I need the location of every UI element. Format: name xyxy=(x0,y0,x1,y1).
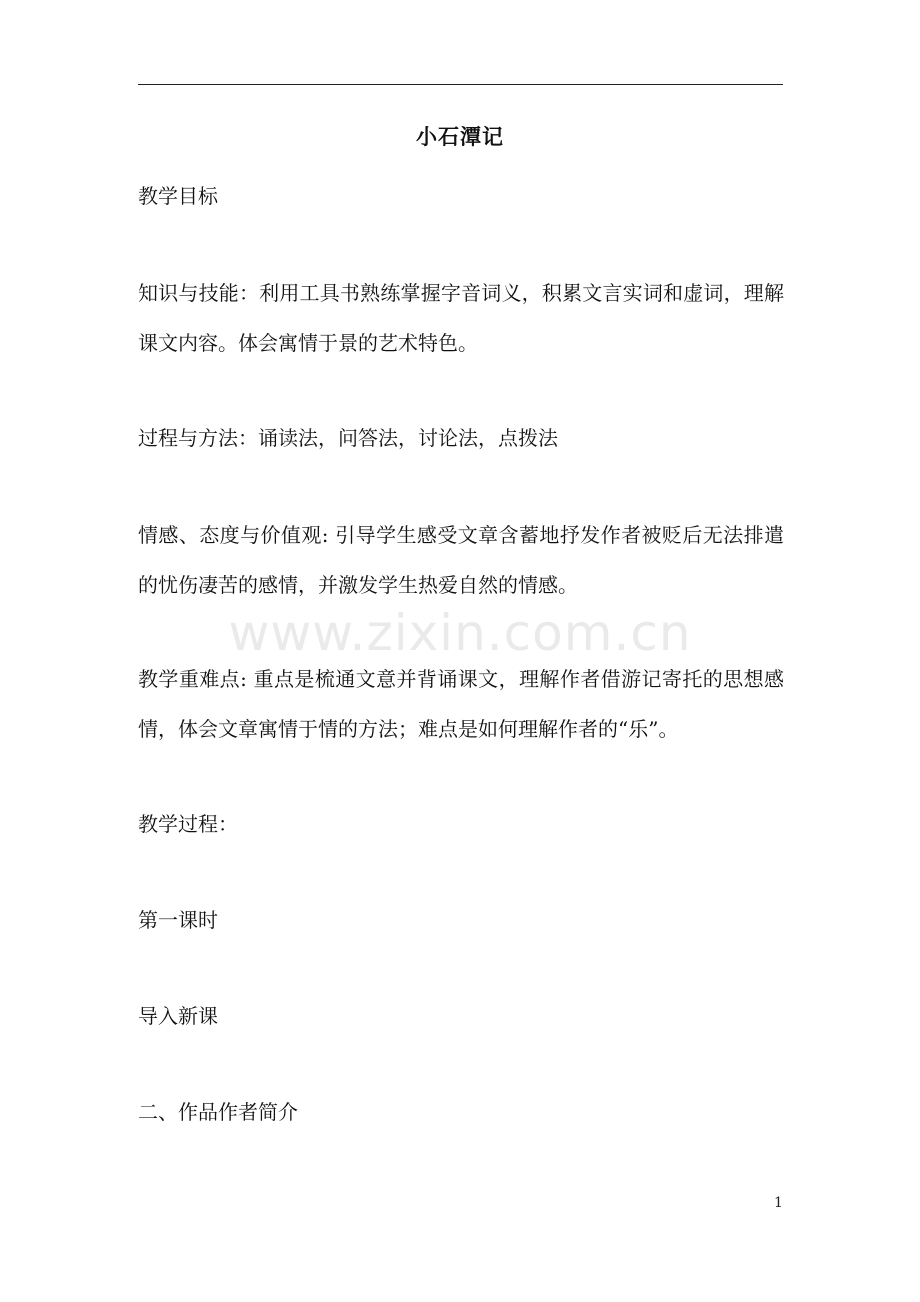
paragraph-knowledge-skills: 知识与技能：利用工具书熟练掌握字音词义，积累文言实词和虚词，理解课文内容。体会寓情于景的艺术特色。 xyxy=(138,281,784,355)
section-heading-objectives: 教学目标 xyxy=(138,184,218,208)
paragraph-key-difficulties: 教学重难点: 重点是梳通文意并背诵课文，理解作者借游记寄托的思想感情，体会文章寓情于情的方法；难点是如何理解作者的“乐”。 xyxy=(138,667,784,741)
document-title: 小石潭记 xyxy=(416,124,504,149)
header-rule xyxy=(138,84,783,85)
subsection-introduction: 导入新课 xyxy=(138,1004,218,1028)
page-number: 1 xyxy=(774,1195,783,1211)
paragraph-process-methods: 过程与方法：诵读法，问答法，讨论法，点拨法 xyxy=(138,426,558,450)
paragraph-emotion-values: 情感、态度与价值观: 引导学生感受文章含蓄地抒发作者被贬后无法排遣的忧伤凄苦的感情，并激发学生热爱自然的情感。 xyxy=(138,523,784,597)
lesson-heading: 第一课时 xyxy=(138,908,218,932)
subsection-author-intro: 二、作品作者简介 xyxy=(138,1100,298,1124)
section-heading-process: 教学过程： xyxy=(138,812,238,836)
watermark: www.zixin.com.cn xyxy=(228,604,692,662)
